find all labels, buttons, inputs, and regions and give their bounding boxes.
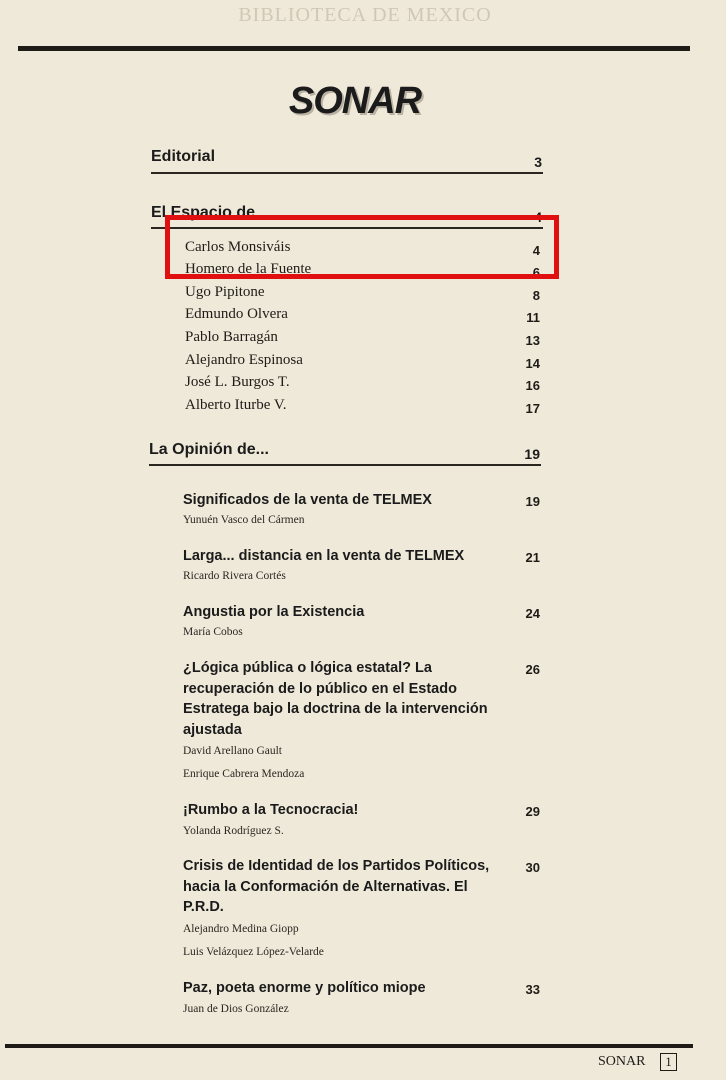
article-page: 33: [525, 982, 540, 997]
article-page: 24: [525, 606, 540, 621]
section-rule: [151, 172, 543, 174]
article-title[interactable]: Crisis de Identidad de los Partidos Políticos, hacia la Conformación de Alternativas. El P.R.D.: [183, 858, 490, 915]
section-page-espacio: 4: [534, 209, 542, 225]
toc-page: 14: [525, 356, 540, 371]
article-author: María Cobos: [183, 626, 243, 638]
section-title-espacio[interactable]: El Espacio de: [151, 204, 256, 221]
footer-page-number: 1: [660, 1053, 677, 1071]
article-page: 30: [525, 860, 540, 875]
toc-page: 6: [532, 265, 540, 280]
toc-author[interactable]: Edmundo Olvera: [185, 306, 288, 322]
toc-page: 4: [532, 243, 540, 258]
section-page-opinion: 19: [524, 446, 540, 462]
article-author: David Arellano Gault: [183, 745, 283, 757]
article-title[interactable]: Angustia por la Existencia: [183, 604, 365, 620]
article-title[interactable]: Larga... distancia en la venta de TELMEX: [183, 548, 465, 564]
toc-author[interactable]: Pablo Barragán: [185, 329, 278, 345]
article-page: 26: [525, 662, 540, 677]
toc-author[interactable]: José L. Burgos T.: [185, 374, 290, 390]
article-title[interactable]: ¡Rumbo a la Tecnocracia!: [183, 802, 359, 818]
magazine-title: SONAR: [288, 80, 422, 122]
article-author: Yunuén Vasco del Cármen: [183, 514, 305, 526]
toc-author[interactable]: Ugo Pipitone: [185, 284, 265, 300]
article-author: Enrique Cabrera Mendoza: [183, 768, 305, 780]
article-title[interactable]: Paz, poeta enorme y político miope: [183, 980, 426, 996]
article-author: Luis Velázquez López-Velarde: [183, 946, 324, 958]
toc-author[interactable]: Homero de la Fuente: [185, 261, 312, 277]
top-rule: [18, 46, 690, 51]
toc-author[interactable]: Alejandro Espinosa: [185, 352, 303, 368]
article-author: Ricardo Rivera Cortés: [183, 570, 286, 582]
article-author: Alejandro Medina Giopp: [183, 923, 299, 935]
bottom-rule: [5, 1044, 693, 1048]
article-title[interactable]: ¿Lógica pública o lógica estatal? La recuperación de lo público en el Estado Estratega bajo la doctrina de la intervención ajustada: [183, 660, 488, 738]
section-rule: [149, 464, 541, 466]
toc-author[interactable]: Alberto Iturbe V.: [185, 397, 287, 413]
toc-page: 8: [532, 288, 540, 303]
section-title-opinion[interactable]: La Opinión de...: [149, 441, 269, 458]
toc-page: 11: [526, 310, 540, 325]
article-page: 19: [525, 494, 540, 509]
library-stamp: BIBLIOTECA DE MEXICO: [238, 4, 492, 26]
toc-page: 16: [525, 378, 540, 393]
highlight-box: [165, 215, 559, 279]
article-author: Juan de Dios González: [183, 1003, 289, 1015]
toc-page: 13: [525, 333, 540, 348]
article-author: Yolanda Rodríguez S.: [183, 825, 284, 837]
article-page: 21: [525, 550, 540, 565]
toc-page: 17: [525, 401, 540, 416]
section-title-editorial[interactable]: Editorial: [151, 148, 216, 165]
article-page: 29: [525, 804, 540, 819]
toc-author[interactable]: Carlos Monsiváis: [185, 239, 291, 255]
footer-label: SONAR: [598, 1054, 646, 1069]
section-page-editorial: 3: [534, 154, 542, 170]
article-title[interactable]: Significados de la venta de TELMEX: [183, 492, 432, 508]
